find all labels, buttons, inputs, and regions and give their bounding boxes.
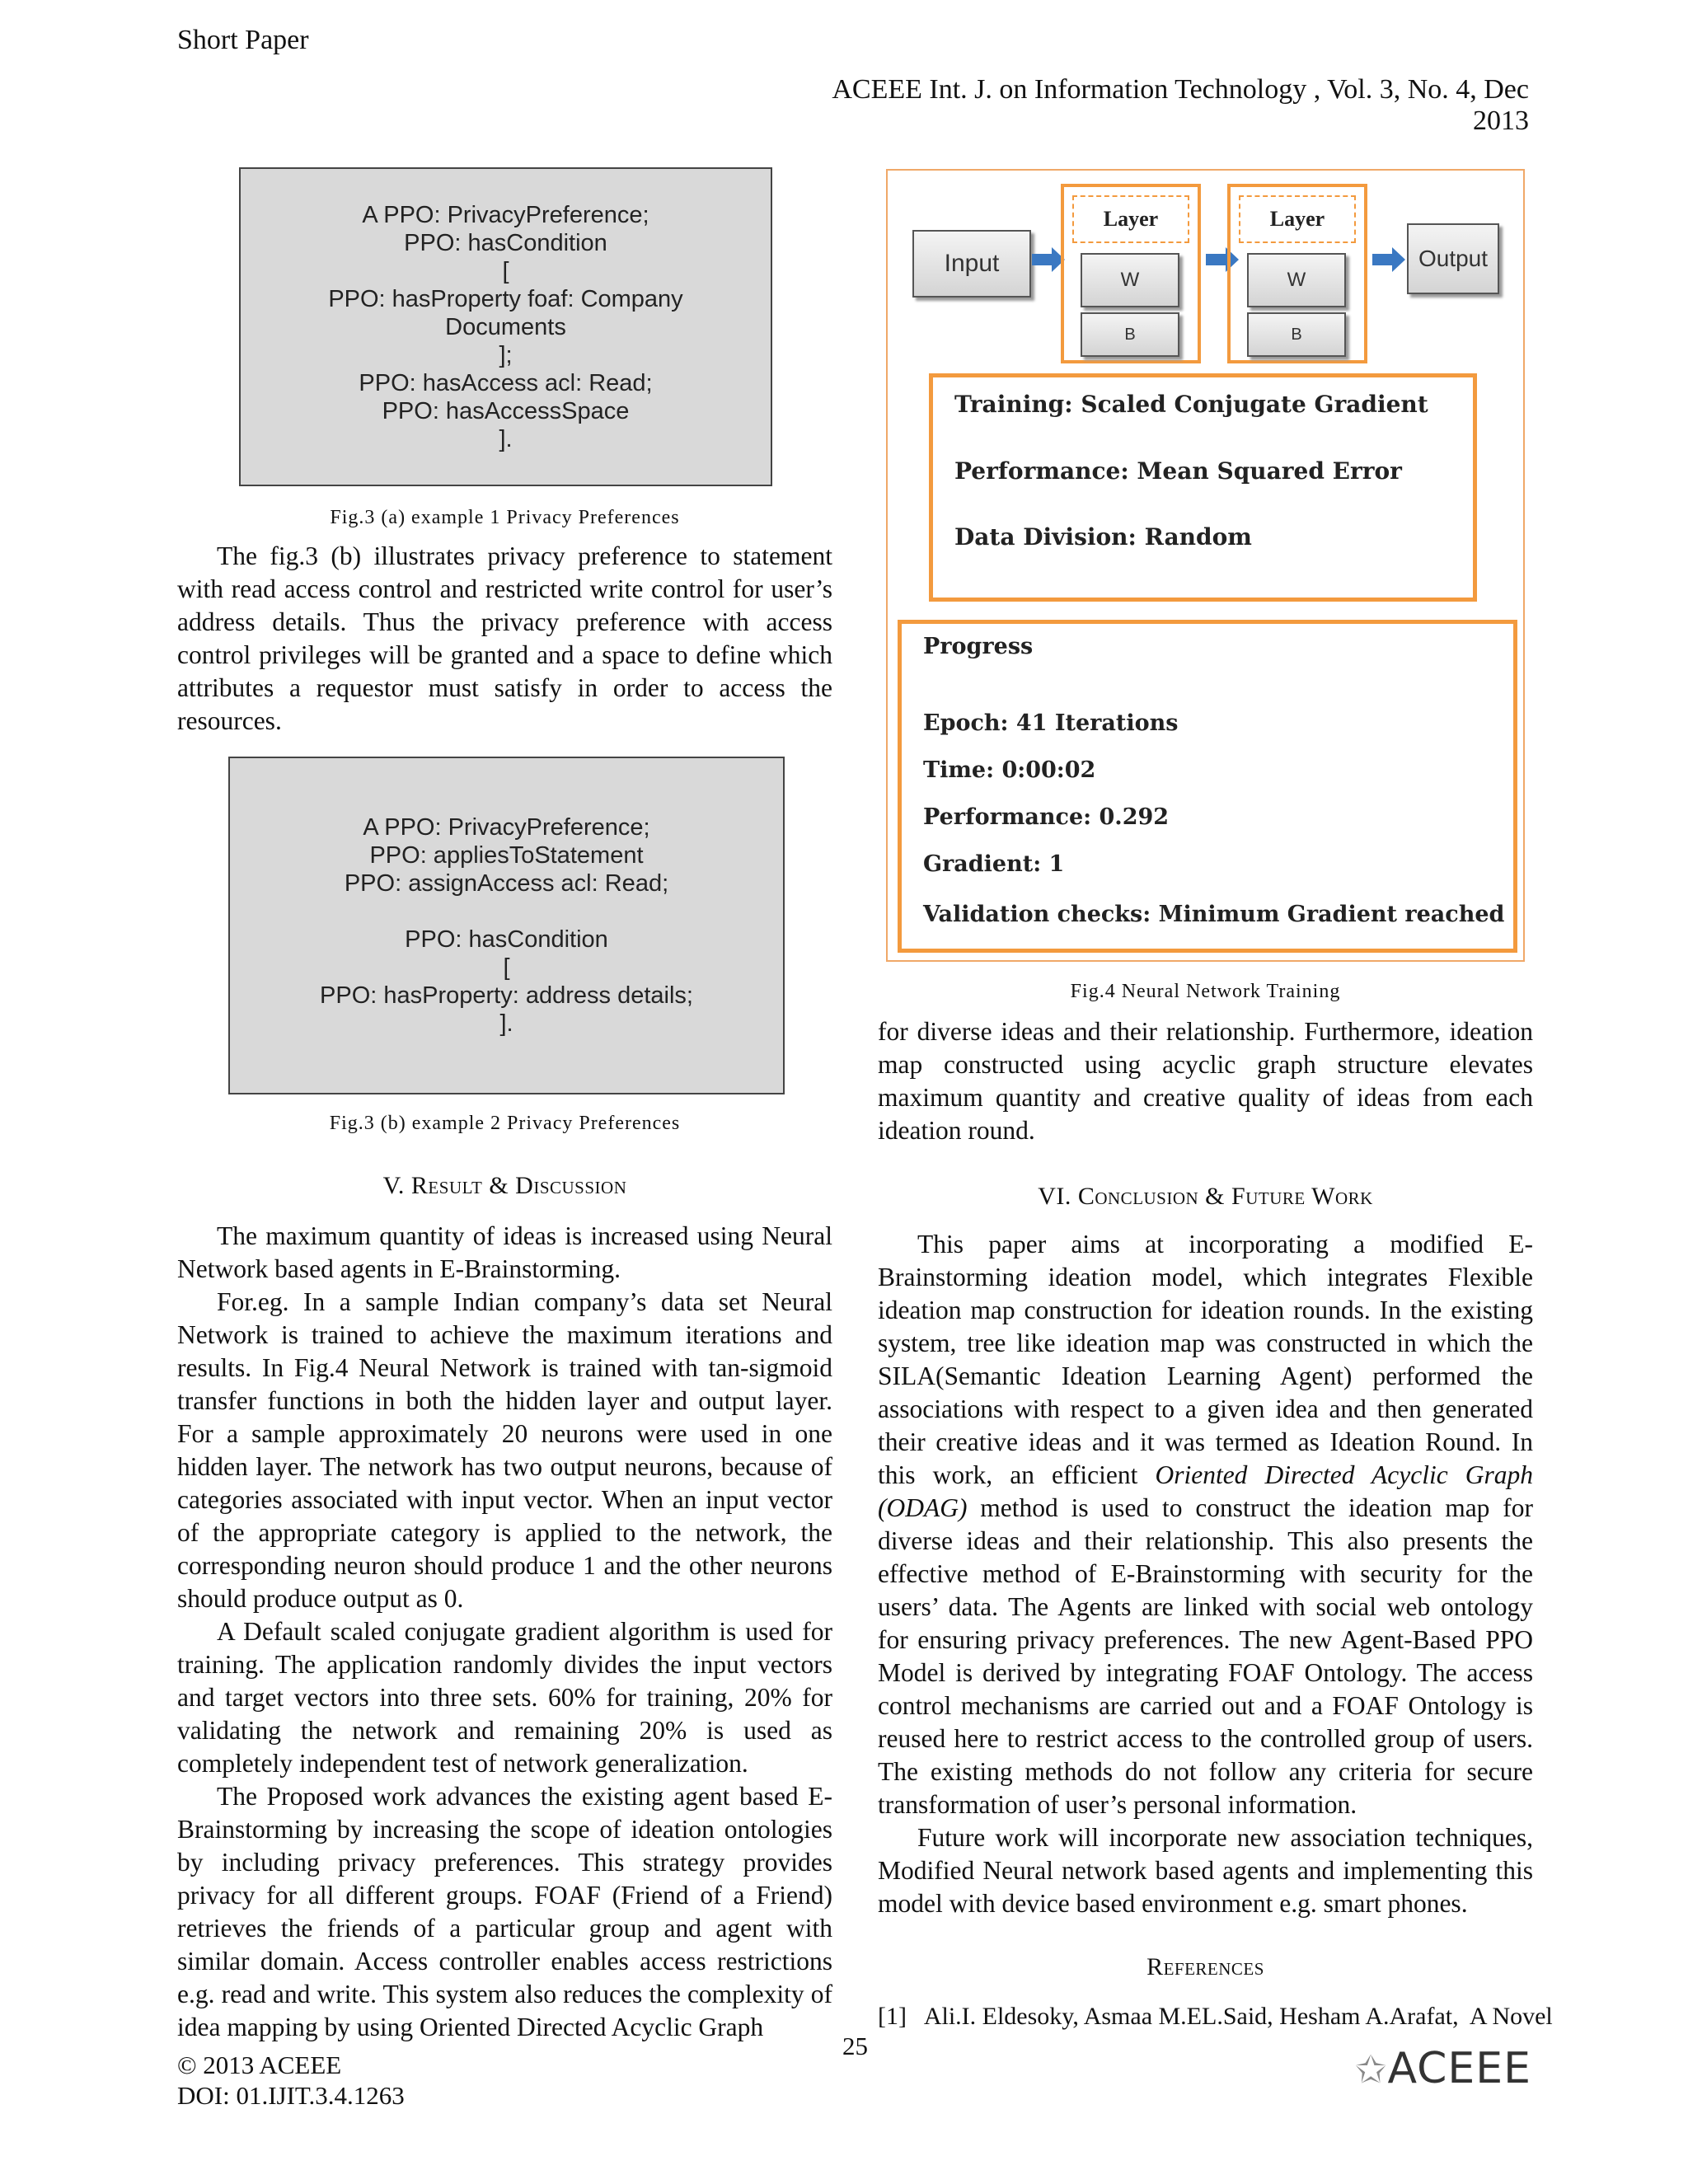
- journal-header: ACEEE Int. J. on Information Technology , Vol. 3, No. 4, Dec 2013: [832, 74, 1529, 136]
- b-label: B: [1124, 325, 1136, 344]
- output-layer: [1227, 184, 1367, 363]
- time-value: Time: 0:00:02: [923, 757, 1096, 783]
- hidden-layer: [1061, 184, 1201, 363]
- section-title-conclusion: VI. Conclusion & Future Work: [1038, 1183, 1373, 1210]
- paragraph: For.eg. In a sample Indian company’s data set Neural Network is trained to achieve the maximum iterations and results. In Fig.4 Neural Network is trained with tan-sigmoid transfer functions in both the hidden layer and output layer. For a sample approximately 20 neurons were used in one hidden layer. The network has two output neurons, because of categories associated with input vector. When an input vector of the appropriate category is applied to the network, the corresponding neuron should produce 1 and the other neurons should produce output as 0.: [177, 1287, 832, 1613]
- paragraph: The maximum quantity of ideas is increased using Neural Network based agents in E-Brainstorming.: [177, 1221, 832, 1283]
- section-title-references: References: [1146, 1953, 1264, 1980]
- running-head: Short Paper: [177, 25, 309, 55]
- training-algorithm: Training: Scaled Conjugate Gradient: [954, 391, 1428, 418]
- fig3b-code-box: [228, 757, 785, 1094]
- conclusion-italic-term: Oriented Directed Acyclic Graph (ODAG): [878, 1460, 1533, 1522]
- code-line: Documents: [445, 313, 566, 340]
- code-line: [: [502, 257, 509, 284]
- conclusion-text: This paper aims at incorporating a modified E-Brainstorming ideation model, which integrates Flexible ideation map construction for ideation rounds. In the existing system, tree like ideation map was constructed in which the SILA(Semantic Ideation Learning Agent) performed the associations with respect to a given idea and then generated their creative ideas and it was termed as Ideation Round. In this work, an efficient: [878, 1230, 1533, 1489]
- fig3a-caption: Fig.3 (a) example 1 Privacy Preferences: [330, 507, 680, 528]
- input-box: [912, 230, 1031, 298]
- w-label: W: [1287, 269, 1306, 291]
- code-line: PPO: hasProperty foaf: Company: [328, 285, 683, 312]
- performance-value: Performance: 0.292: [923, 804, 1170, 830]
- section6-body: [878, 1228, 1533, 1920]
- arrow-right-icon: [1032, 247, 1065, 272]
- w-label: W: [1120, 269, 1140, 291]
- weight-box: [1081, 253, 1179, 307]
- paragraph-conclusion: [878, 1228, 1533, 1821]
- weight-box: [1247, 253, 1346, 307]
- paragraph-fig3b-description: The fig.3 (b) illustrates privacy preference to statement with read access control and restricted write control for user’s address details. Thus the privacy preference with access control privileges will be granted and a space to define which attributes a requestor must satisfy in order to access the resources.: [177, 541, 832, 735]
- code-line: PPO: hasProperty: address details;: [320, 982, 693, 1009]
- code-line: PPO: hasAccess acl: Read;: [359, 369, 653, 396]
- code-line: PPO: hasAccessSpace: [382, 397, 630, 424]
- b-label: B: [1291, 325, 1302, 344]
- fig3a-code-box: [239, 167, 772, 486]
- performance-function: Performance: Mean Squared Error: [954, 457, 1402, 485]
- arrow-right-icon: [1372, 247, 1405, 272]
- doi: DOI: 01.IJIT.3.4.1263: [177, 2081, 405, 2110]
- output-box: [1407, 223, 1499, 294]
- code-line: ].: [499, 1010, 513, 1037]
- conclusion-text: method is used to construct the ideation map for diverse ideas and their relationship. This also presents the effective method of E-Brainstorming with security for the users’ data. The Agents are linked with social web ontology for ensuring privacy preferences. The new Agent-Based PPO Model is derived by integrating FOAF Ontology. The access control mechanisms are carried out and a FOAF Ontology is reused here to restrict access to the controlled group of users. The existing methods do not follow any criteria for secure transformation of user’s personal information.: [878, 1493, 1533, 1819]
- section-title-result-discussion: V. Result & Discussion: [382, 1172, 627, 1199]
- progress-box: [898, 620, 1517, 953]
- data-division: Data Division: Random: [954, 523, 1252, 551]
- code-line: A PPO: PrivacyPreference;: [363, 814, 650, 841]
- logo-text: ACEEE: [1387, 2044, 1531, 2093]
- layer-label: Layer: [1269, 207, 1325, 231]
- gradient-value: Gradient: 1: [923, 851, 1065, 877]
- section5-body: [177, 1220, 832, 2044]
- aceee-logo: [1355, 2044, 1531, 2093]
- input-label: Input: [944, 250, 1000, 277]
- progress-title: Progress: [923, 634, 1034, 659]
- code-line: PPO: assignAccess acl: Read;: [344, 870, 669, 897]
- code-line: ];: [499, 341, 513, 368]
- output-label: Output: [1418, 246, 1489, 271]
- fig4-neural-network-diagram: [886, 169, 1525, 962]
- paragraph: The Proposed work advances the existing agent based E-Brainstorming by increasing the scope of ideation ontologies by including privacy preferences. This strategy provides privacy for all different groups. FOAF (Friend of a Friend) retrieves the friends of a particular group and agent with similar domain. Access controller enables access restrictions e.g. read and write. This system also reduces the complexity of idea mapping by using Oriented Directed Acyclic Graph: [177, 1782, 832, 2041]
- code-line: PPO: hasCondition: [405, 926, 608, 953]
- reference-item: [1] Ali.I. Eldesoky, Asmaa M.EL.Said, Hesham A.Arafat, A Novel: [878, 2003, 1553, 2030]
- star-icon: ✩: [1354, 2047, 1388, 2092]
- layer-title: [1239, 195, 1356, 243]
- code-line: A PPO: PrivacyPreference;: [362, 201, 649, 228]
- paragraph: A Default scaled conjugate gradient algorithm is used for training. The application randomly divides the input vectors and target vectors into three sets. 60% for training, 20% for validating the network and remaining 20% is used as completely independent test of network generalization.: [177, 1617, 832, 1778]
- page-number: 25: [842, 2032, 868, 2060]
- code-line: ].: [499, 425, 513, 452]
- paragraph-future-work: Future work will incorporate new association techniques, Modified Neural network based agents and implementing this model with device based environment e.g. smart phones.: [878, 1823, 1533, 1918]
- epoch-value: Epoch: 41 Iterations: [923, 710, 1179, 736]
- layer-title: [1072, 195, 1189, 243]
- copyright: © 2013 ACEEE: [177, 2050, 342, 2079]
- layer-label: Layer: [1103, 207, 1159, 231]
- code-line: [: [503, 954, 510, 981]
- training-info-box: [929, 373, 1477, 602]
- code-line: PPO: hasCondition: [404, 229, 607, 256]
- paragraph-continued: for diverse ideas and their relationship. Furthermore, ideation map constructed using acyclic graph structure elevates maximum quantity and creative quality of ideas from each ideation round.: [878, 1017, 1533, 1145]
- validation-checks: Validation checks: Minimum Gradient reached: [923, 902, 1505, 927]
- fig3b-caption: Fig.3 (b) example 2 Privacy Preferences: [329, 1113, 681, 1134]
- bias-box: [1081, 312, 1179, 357]
- code-line: PPO: appliesToStatement: [369, 842, 644, 869]
- fig4-caption: Fig.4 Neural Network Training: [1070, 981, 1341, 1002]
- bias-box: [1247, 312, 1346, 357]
